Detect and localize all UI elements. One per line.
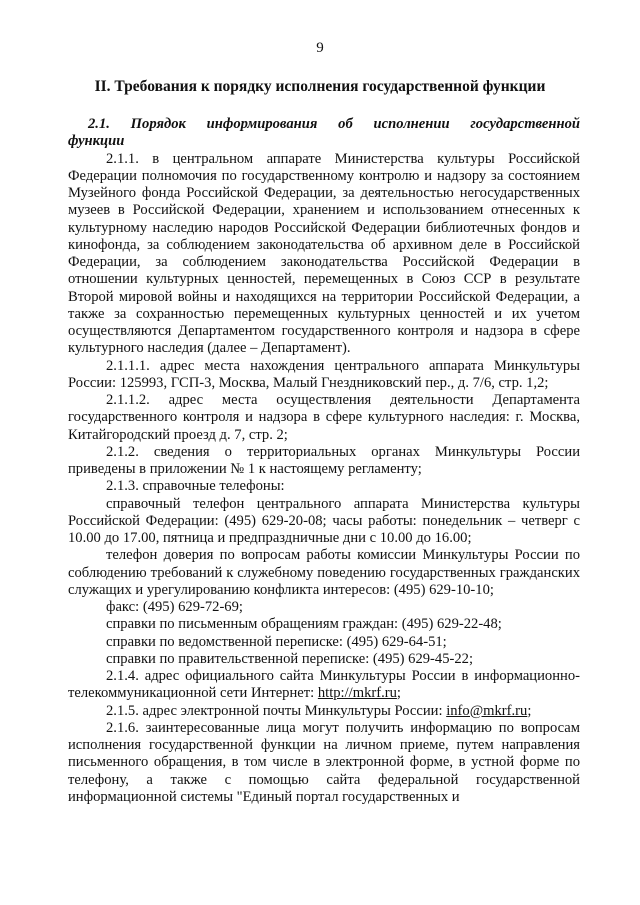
paragraph-2-1-4 (68, 668, 580, 703)
website-label: 2.1.4. адрес официального сайта Минкультуры России в информационно-телекоммуникационной сети Интернет: (68, 668, 580, 702)
website-link[interactable]: http://mkrf.ru (317, 685, 397, 702)
page-number: 9 (316, 40, 324, 56)
gov-correspondence-line: справки по правительственной переписке: (495) 629-45-22; (106, 650, 474, 667)
letters-phone-line: справки по письменным обращениям граждан: (495) 629-22-48; (106, 616, 502, 633)
dept-correspondence-line: справки по ведомственной переписке: (495) 629-64-51; (106, 633, 447, 650)
paragraph-2-1-6: 2.1.6. заинтересованные лица могут получить информацию по вопросам исполнения государственной функции на личном приеме, путем направления письменного обращения, в том числе в электронной форме, в устной форме по телефону, а также с помощью сайта федеральной государственной информационной системы "Единый портал государственных и (68, 719, 580, 805)
document-body (68, 116, 580, 806)
subsection-heading: 2.1. Порядок информирования об исполнении государственной функции (68, 116, 580, 150)
paragraph-central-phone: справочный телефон центрального аппарата Министерства культуры Российской Федерации: (495) 629-20-08; часы работы: понедельник – четверг с 10.00 до 17.00, пятница и предпраздничные дни с 10.00 до 16.00; (68, 495, 580, 546)
paragraph-2-1-1-1: 2.1.1.1. адрес места нахождения центрального аппарата Минкультуры России: 125993, ГСП-3, Москва, Малый Гнездниковский пер., д. 7/6, стр. 1,2; (68, 357, 580, 391)
paragraph-trust-phone: телефон доверия по вопросам работы комиссии Минкультуры России по соблюдению требований к служебному поведению государственных гражданских служащих и урегулированию конфликта интересов: (495) 629-10-10; (68, 547, 580, 598)
paragraph-2-1-5 (68, 703, 580, 720)
section-heading: II. Требования к порядку исполнения государственной функции (94, 78, 546, 95)
email-end: ; (527, 702, 532, 719)
paragraph-2-1-1: 2.1.1. в центральном аппарате Министерства культуры Российской Федерации полномочия по государственному контролю и надзору за состоянием Музейного фонда Российской Федерации, за деятельностью негосударственных музеев в Российской Федерации, хранением и использованием отнесенных к культурному наследию народов Российской Федерации библиотечных фондов и кинофонда, за соблюдением законодательства об архивном деле в Российской Федерации, за соблюдением законодательства Российской Федерации в отношении культурных ценностей, перемещенных в Союз ССР в результате Второй мировой войны и находящихся на территории Российской Федерации, а также за сохранностью перемещенных культурных ценностей и их учетом осуществляются Департаментом государственного контроля и надзора в сфере культурного наследия (далее – Департамент). (68, 150, 580, 357)
paragraph-2-1-1-2: 2.1.1.2. адрес места осуществления деятельности Департамента государственного контроля и надзора в сфере культурного наследия: г. Москва, Китайгородский проезд д. 7, стр. 2; (68, 392, 580, 443)
paragraph-2-1-2: 2.1.2. сведения о территориальных органах Минкультуры России приведены в приложении № 1 к настоящему регламенту; (68, 443, 580, 477)
email-label: 2.1.5. адрес электронной почты Минкультуры России: (106, 702, 447, 719)
website-end: ; (396, 685, 401, 702)
email-link[interactable]: info@mkrf.ru (446, 702, 528, 719)
fax-line: факс: (495) 629-72-69; (106, 599, 243, 615)
paragraph-2-1-3: 2.1.3. справочные телефоны: (106, 478, 285, 495)
